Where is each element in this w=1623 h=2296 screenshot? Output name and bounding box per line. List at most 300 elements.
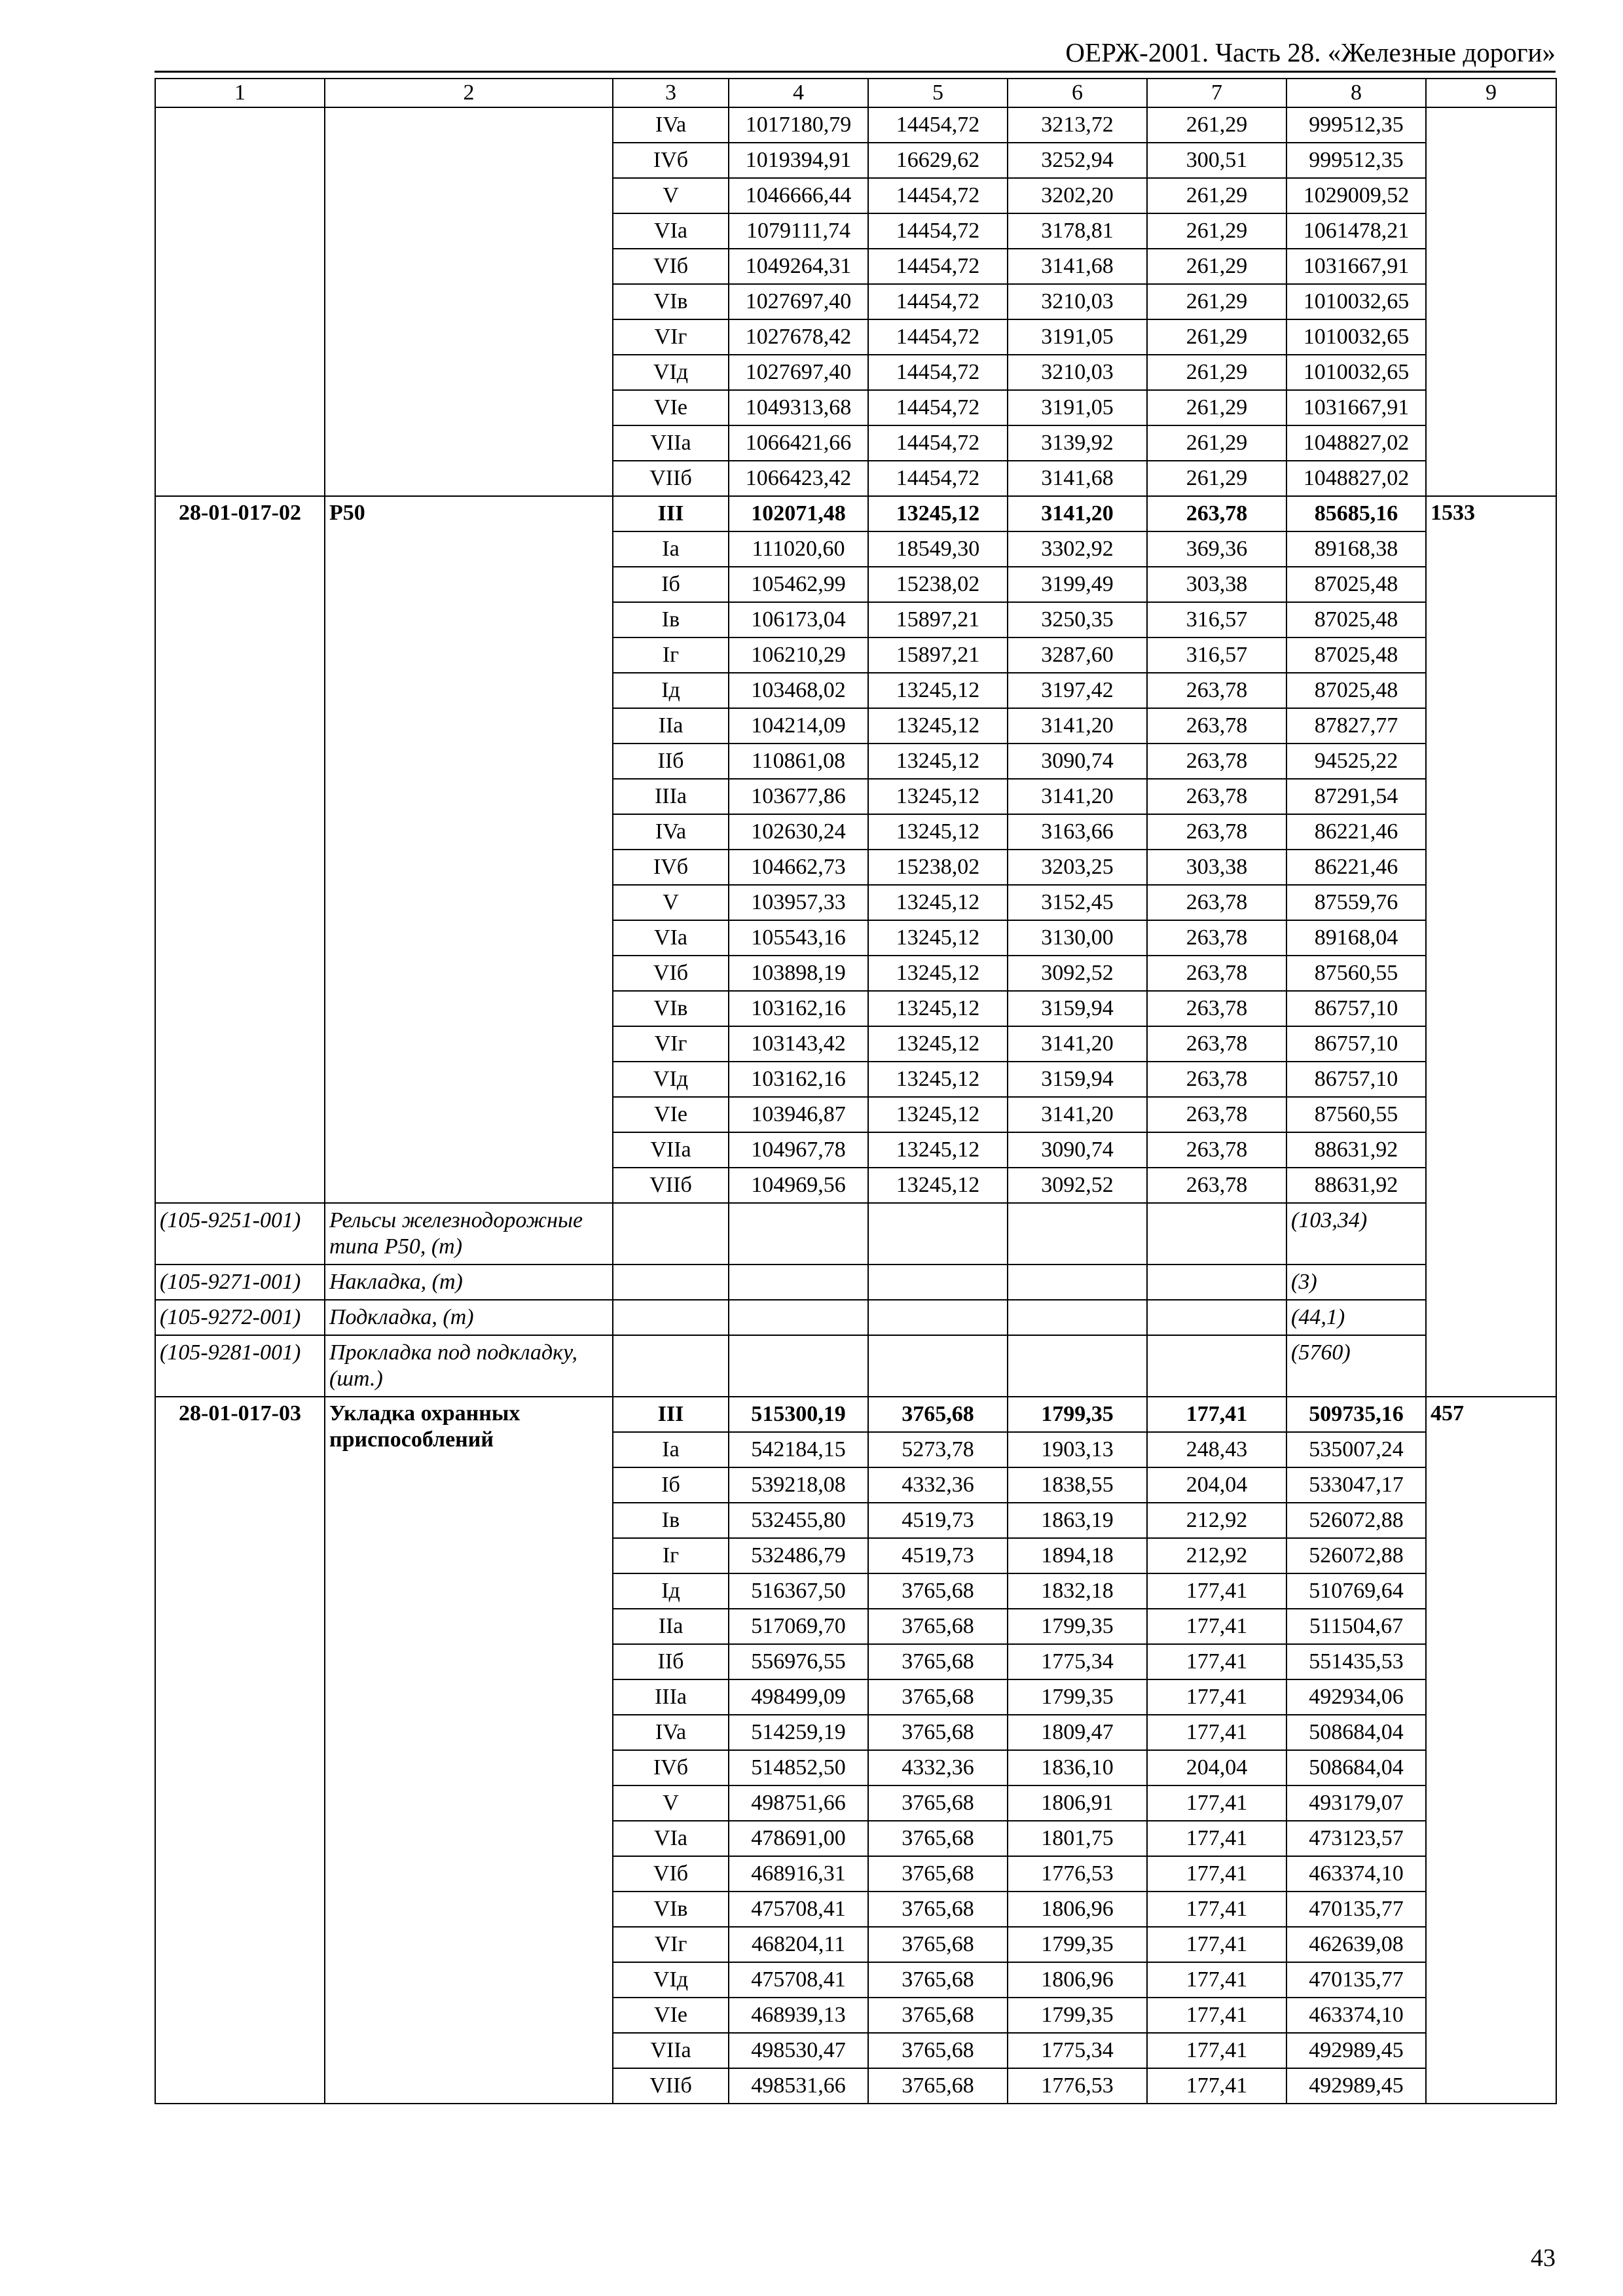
value-cell: 316,57 <box>1147 602 1286 637</box>
column-number-row <box>155 79 1556 107</box>
empty-cell <box>1008 1203 1147 1265</box>
value-cell: 3765,68 <box>868 1397 1008 1432</box>
empty-cell <box>1008 1335 1147 1397</box>
value-cell: 263,78 <box>1147 920 1286 956</box>
column-number: 9 <box>1426 79 1556 107</box>
value-cell: 3765,68 <box>868 1856 1008 1892</box>
value-cell: 492934,06 <box>1286 1679 1426 1715</box>
value-cell: 261,29 <box>1147 355 1286 390</box>
value-cell: 3252,94 <box>1008 143 1147 178</box>
value-cell: 86221,46 <box>1286 814 1426 850</box>
value-cell: 102630,24 <box>729 814 868 850</box>
value-cell: 468204,11 <box>729 1927 868 1962</box>
column-number: 6 <box>1008 79 1147 107</box>
value-cell: 1027678,42 <box>729 319 868 355</box>
value-cell: 177,41 <box>1147 1573 1286 1609</box>
value-cell: 1019394,91 <box>729 143 868 178</box>
zone-cell: VIв <box>613 991 729 1026</box>
zone-cell: III <box>613 1397 729 1432</box>
value-cell: 303,38 <box>1147 567 1286 602</box>
value-cell: 1049264,31 <box>729 249 868 284</box>
value-cell: 1066421,66 <box>729 425 868 461</box>
value-cell: 104969,56 <box>729 1168 868 1203</box>
value-cell: 1799,35 <box>1008 1679 1147 1715</box>
value-cell: 177,41 <box>1147 1998 1286 2033</box>
empty-cell <box>729 1300 868 1335</box>
column-number: 1 <box>155 79 325 107</box>
code-cell: 28-01-017-03 <box>155 1397 325 2104</box>
empty-cell <box>1147 1300 1286 1335</box>
value-cell: 542184,15 <box>729 1432 868 1467</box>
value-cell: 1049313,68 <box>729 390 868 425</box>
value-cell: 3213,72 <box>1008 107 1147 143</box>
value-cell: 103143,42 <box>729 1026 868 1062</box>
value-cell: 3765,68 <box>868 1962 1008 1998</box>
value-cell: 1027697,40 <box>729 355 868 390</box>
value-cell: 498531,66 <box>729 2068 868 2104</box>
value-cell: 261,29 <box>1147 213 1286 249</box>
value-cell: 3092,52 <box>1008 956 1147 991</box>
value-cell: 102071,48 <box>729 496 868 531</box>
zone-cell: V <box>613 885 729 920</box>
empty-cell <box>868 1265 1008 1300</box>
column-number: 3 <box>613 79 729 107</box>
zone-cell: VIa <box>613 920 729 956</box>
value-cell: 261,29 <box>1147 461 1286 496</box>
code-cell <box>155 107 325 496</box>
value-cell: 1061478,21 <box>1286 213 1426 249</box>
value-cell: 16629,62 <box>868 143 1008 178</box>
value-cell: 15897,21 <box>868 602 1008 637</box>
value-cell: 85685,16 <box>1286 496 1426 531</box>
value-cell: 514852,50 <box>729 1750 868 1785</box>
value-cell: 511504,67 <box>1286 1609 1426 1644</box>
value-cell: 1017180,79 <box>729 107 868 143</box>
zone-cell: Iб <box>613 567 729 602</box>
value-cell: 14454,72 <box>868 213 1008 249</box>
value-cell: 369,36 <box>1147 531 1286 567</box>
value-cell: 3159,94 <box>1008 991 1147 1026</box>
zone-cell: VIe <box>613 390 729 425</box>
zone-cell: V <box>613 1785 729 1821</box>
value-cell: 535007,24 <box>1286 1432 1426 1467</box>
value-cell: 1031667,91 <box>1286 390 1426 425</box>
value-cell: 263,78 <box>1147 1097 1286 1132</box>
col9-cell: 1533 <box>1426 496 1556 1397</box>
value-cell: 1799,35 <box>1008 1609 1147 1644</box>
value-cell: 1048827,02 <box>1286 461 1426 496</box>
value-cell: 475708,41 <box>729 1962 868 1998</box>
value-cell: 475708,41 <box>729 1892 868 1927</box>
zone-cell: IIб <box>613 744 729 779</box>
value-cell: 1806,96 <box>1008 1962 1147 1998</box>
zone-cell: Iд <box>613 673 729 708</box>
value-cell: 1799,35 <box>1008 1397 1147 1432</box>
value-cell: 473123,57 <box>1286 1821 1426 1856</box>
value-cell: 1775,34 <box>1008 1644 1147 1679</box>
value-cell: 103468,02 <box>729 673 868 708</box>
value-cell: 470135,77 <box>1286 1962 1426 1998</box>
code-cell: 28-01-017-02 <box>155 496 325 1203</box>
value-cell: 1799,35 <box>1008 1998 1147 2033</box>
value-cell: 248,43 <box>1147 1432 1286 1467</box>
zone-cell: IIa <box>613 1609 729 1644</box>
value-cell: 177,41 <box>1147 2033 1286 2068</box>
value-cell: 498499,09 <box>729 1679 868 1715</box>
value-cell: 86757,10 <box>1286 991 1426 1026</box>
zone-cell: V <box>613 178 729 213</box>
value-cell: 177,41 <box>1147 2068 1286 2104</box>
value-cell: 492989,45 <box>1286 2033 1426 2068</box>
value-cell: 1048827,02 <box>1286 425 1426 461</box>
zone-cell: VIг <box>613 1026 729 1062</box>
value-cell: 87025,48 <box>1286 567 1426 602</box>
value-cell: 261,29 <box>1147 107 1286 143</box>
value-cell: 103677,86 <box>729 779 868 814</box>
empty-cell <box>1147 1265 1286 1300</box>
value-cell: 1838,55 <box>1008 1467 1147 1503</box>
value-cell: 87559,76 <box>1286 885 1426 920</box>
resource-value: (5760) <box>1286 1335 1426 1397</box>
zone-cell: VIe <box>613 1097 729 1132</box>
value-cell: 468939,13 <box>729 1998 868 2033</box>
value-cell: 3141,20 <box>1008 708 1147 744</box>
value-cell: 517069,70 <box>729 1609 868 1644</box>
value-cell: 13245,12 <box>868 1026 1008 1062</box>
zone-cell: IVб <box>613 143 729 178</box>
table-row <box>155 107 1556 143</box>
value-cell: 87291,54 <box>1286 779 1426 814</box>
column-number: 2 <box>325 79 613 107</box>
value-cell: 261,29 <box>1147 284 1286 319</box>
value-cell: 3141,20 <box>1008 496 1147 531</box>
resource-row <box>155 1300 1556 1335</box>
value-cell: 103162,16 <box>729 991 868 1026</box>
value-cell: 261,29 <box>1147 249 1286 284</box>
table-row <box>155 1397 1556 1432</box>
value-cell: 14454,72 <box>868 355 1008 390</box>
value-cell: 3141,68 <box>1008 461 1147 496</box>
zone-cell: VIб <box>613 956 729 991</box>
value-cell: 86221,46 <box>1286 850 1426 885</box>
value-cell: 261,29 <box>1147 178 1286 213</box>
value-cell: 533047,17 <box>1286 1467 1426 1503</box>
value-cell: 110861,08 <box>729 744 868 779</box>
column-number: 5 <box>868 79 1008 107</box>
value-cell: 1776,53 <box>1008 2068 1147 2104</box>
resource-value: (3) <box>1286 1265 1426 1300</box>
value-cell: 14454,72 <box>868 319 1008 355</box>
value-cell: 177,41 <box>1147 1679 1286 1715</box>
value-cell: 94525,22 <box>1286 744 1426 779</box>
value-cell: 3203,25 <box>1008 850 1147 885</box>
zone-cell: VIIa <box>613 1132 729 1168</box>
page-number: 43 <box>1531 2244 1556 2272</box>
header-rule <box>155 71 1556 73</box>
value-cell: 1863,19 <box>1008 1503 1147 1538</box>
value-cell: 498751,66 <box>729 1785 868 1821</box>
value-cell: 263,78 <box>1147 1168 1286 1203</box>
value-cell: 263,78 <box>1147 956 1286 991</box>
value-cell: 87025,48 <box>1286 602 1426 637</box>
value-cell: 106173,04 <box>729 602 868 637</box>
value-cell: 3159,94 <box>1008 1062 1147 1097</box>
value-cell: 111020,60 <box>729 531 868 567</box>
value-cell: 516367,50 <box>729 1573 868 1609</box>
resource-row <box>155 1203 1556 1265</box>
zone-cell: IVa <box>613 814 729 850</box>
empty-cell <box>729 1265 868 1300</box>
value-cell: 13245,12 <box>868 814 1008 850</box>
value-cell: 13245,12 <box>868 673 1008 708</box>
resource-name: Подкладка, (т) <box>325 1300 613 1335</box>
value-cell: 463374,10 <box>1286 1856 1426 1892</box>
empty-cell <box>613 1265 729 1300</box>
zone-cell: VIa <box>613 213 729 249</box>
value-cell: 1046666,44 <box>729 178 868 213</box>
value-cell: 263,78 <box>1147 991 1286 1026</box>
value-cell: 13245,12 <box>868 1168 1008 1203</box>
value-cell: 3191,05 <box>1008 319 1147 355</box>
value-cell: 104967,78 <box>729 1132 868 1168</box>
value-cell: 13245,12 <box>868 1097 1008 1132</box>
value-cell: 15238,02 <box>868 567 1008 602</box>
value-cell: 3765,68 <box>868 1679 1008 1715</box>
column-number: 7 <box>1147 79 1286 107</box>
value-cell: 261,29 <box>1147 390 1286 425</box>
value-cell: 89168,04 <box>1286 920 1426 956</box>
value-cell: 1903,13 <box>1008 1432 1147 1467</box>
value-cell: 508684,04 <box>1286 1750 1426 1785</box>
value-cell: 1010032,65 <box>1286 355 1426 390</box>
value-cell: 3302,92 <box>1008 531 1147 567</box>
value-cell: 177,41 <box>1147 1715 1286 1750</box>
value-cell: 3141,68 <box>1008 249 1147 284</box>
value-cell: 4332,36 <box>868 1750 1008 1785</box>
value-cell: 3141,20 <box>1008 1097 1147 1132</box>
value-cell: 14454,72 <box>868 284 1008 319</box>
zone-cell: VIIб <box>613 1168 729 1203</box>
table-row <box>155 496 1556 531</box>
empty-cell <box>729 1335 868 1397</box>
value-cell: 13245,12 <box>868 496 1008 531</box>
value-cell: 303,38 <box>1147 850 1286 885</box>
value-cell: 204,04 <box>1147 1467 1286 1503</box>
value-cell: 478691,00 <box>729 1821 868 1856</box>
value-cell: 1832,18 <box>1008 1573 1147 1609</box>
value-cell: 508684,04 <box>1286 1715 1426 1750</box>
value-cell: 13245,12 <box>868 708 1008 744</box>
value-cell: 87560,55 <box>1286 1097 1426 1132</box>
value-cell: 1776,53 <box>1008 1856 1147 1892</box>
value-cell: 105543,16 <box>729 920 868 956</box>
zone-cell: IIIa <box>613 1679 729 1715</box>
value-cell: 263,78 <box>1147 1062 1286 1097</box>
value-cell: 87025,48 <box>1286 637 1426 673</box>
value-cell: 13245,12 <box>868 991 1008 1026</box>
empty-cell <box>613 1335 729 1397</box>
value-cell: 263,78 <box>1147 673 1286 708</box>
value-cell: 263,78 <box>1147 779 1286 814</box>
value-cell: 13245,12 <box>868 956 1008 991</box>
empty-cell <box>613 1203 729 1265</box>
value-cell: 3765,68 <box>868 1821 1008 1856</box>
value-cell: 103957,33 <box>729 885 868 920</box>
zone-cell: VIд <box>613 1962 729 1998</box>
value-cell: 14454,72 <box>868 425 1008 461</box>
zone-cell: IVб <box>613 850 729 885</box>
value-cell: 4519,73 <box>868 1503 1008 1538</box>
column-number: 4 <box>729 79 868 107</box>
resource-name: Прокладка под подкладку, (шт.) <box>325 1335 613 1397</box>
value-cell: 13245,12 <box>868 1062 1008 1097</box>
value-cell: 177,41 <box>1147 1644 1286 1679</box>
value-cell: 18549,30 <box>868 531 1008 567</box>
zone-cell: VIг <box>613 1927 729 1962</box>
value-cell: 177,41 <box>1147 1609 1286 1644</box>
value-cell: 999512,35 <box>1286 143 1426 178</box>
value-cell: 13245,12 <box>868 744 1008 779</box>
resource-value: (44,1) <box>1286 1300 1426 1335</box>
zone-cell: Iг <box>613 637 729 673</box>
resource-code: (105-9281-001) <box>155 1335 325 1397</box>
value-cell: 1806,91 <box>1008 1785 1147 1821</box>
value-cell: 1894,18 <box>1008 1538 1147 1573</box>
name-cell <box>325 107 613 496</box>
value-cell: 3765,68 <box>868 1785 1008 1821</box>
value-cell: 263,78 <box>1147 885 1286 920</box>
value-cell: 3141,20 <box>1008 779 1147 814</box>
value-cell: 89168,38 <box>1286 531 1426 567</box>
value-cell: 14454,72 <box>868 249 1008 284</box>
value-cell: 510769,64 <box>1286 1573 1426 1609</box>
value-cell: 263,78 <box>1147 1026 1286 1062</box>
zone-cell: IVб <box>613 1750 729 1785</box>
value-cell: 1775,34 <box>1008 2033 1147 2068</box>
zone-cell: VIe <box>613 1998 729 2033</box>
value-cell: 14454,72 <box>868 178 1008 213</box>
zone-cell: IIб <box>613 1644 729 1679</box>
value-cell: 15238,02 <box>868 850 1008 885</box>
value-cell: 4519,73 <box>868 1538 1008 1573</box>
value-cell: 470135,77 <box>1286 1892 1426 1927</box>
value-cell: 3191,05 <box>1008 390 1147 425</box>
value-cell: 1801,75 <box>1008 1821 1147 1856</box>
value-cell: 103898,19 <box>729 956 868 991</box>
empty-cell <box>613 1300 729 1335</box>
value-cell: 1799,35 <box>1008 1927 1147 1962</box>
value-cell: 261,29 <box>1147 425 1286 461</box>
value-cell: 999512,35 <box>1286 107 1426 143</box>
zone-cell: Ia <box>613 1432 729 1467</box>
value-cell: 1066423,42 <box>729 461 868 496</box>
value-cell: 87025,48 <box>1286 673 1426 708</box>
empty-cell <box>729 1203 868 1265</box>
value-cell: 3152,45 <box>1008 885 1147 920</box>
name-cell: Р50 <box>325 496 613 1203</box>
value-cell: 1806,96 <box>1008 1892 1147 1927</box>
value-cell: 3765,68 <box>868 1715 1008 1750</box>
zone-cell: VIIб <box>613 461 729 496</box>
running-header: ОЕРЖ-2001. Часть 28. «Железные дороги» <box>1065 37 1556 67</box>
value-cell: 514259,19 <box>729 1715 868 1750</box>
value-cell: 1031667,91 <box>1286 249 1426 284</box>
value-cell: 177,41 <box>1147 1962 1286 1998</box>
value-cell: 3765,68 <box>868 1998 1008 2033</box>
value-cell: 3210,03 <box>1008 355 1147 390</box>
value-cell: 3765,68 <box>868 1573 1008 1609</box>
resource-value: (103,34) <box>1286 1203 1426 1265</box>
value-cell: 3141,20 <box>1008 1026 1147 1062</box>
zone-cell: VIIб <box>613 2068 729 2104</box>
value-cell: 1027697,40 <box>729 284 868 319</box>
zone-cell: Iв <box>613 602 729 637</box>
value-cell: 263,78 <box>1147 496 1286 531</box>
value-cell: 1010032,65 <box>1286 319 1426 355</box>
value-cell: 88631,92 <box>1286 1168 1426 1203</box>
value-cell: 3130,00 <box>1008 920 1147 956</box>
column-number: 8 <box>1286 79 1426 107</box>
empty-cell <box>1008 1265 1147 1300</box>
value-cell: 3765,68 <box>868 1609 1008 1644</box>
value-cell: 103162,16 <box>729 1062 868 1097</box>
value-cell: 1010032,65 <box>1286 284 1426 319</box>
value-cell: 462639,08 <box>1286 1927 1426 1962</box>
value-cell: 177,41 <box>1147 1856 1286 1892</box>
value-cell: 106210,29 <box>729 637 868 673</box>
zone-cell: Ia <box>613 531 729 567</box>
value-cell: 3765,68 <box>868 1644 1008 1679</box>
value-cell: 104662,73 <box>729 850 868 885</box>
value-cell: 212,92 <box>1147 1503 1286 1538</box>
col9-cell: 457 <box>1426 1397 1556 2104</box>
zone-cell: Iб <box>613 1467 729 1503</box>
col9-cell <box>1426 107 1556 496</box>
zone-cell: Iг <box>613 1538 729 1573</box>
empty-cell <box>868 1203 1008 1265</box>
value-cell: 492989,45 <box>1286 2068 1426 2104</box>
resource-row <box>155 1265 1556 1300</box>
value-cell: 204,04 <box>1147 1750 1286 1785</box>
zone-cell: VIIa <box>613 2033 729 2068</box>
value-cell: 177,41 <box>1147 1927 1286 1962</box>
value-cell: 87827,77 <box>1286 708 1426 744</box>
value-cell: 1029009,52 <box>1286 178 1426 213</box>
value-cell: 526072,88 <box>1286 1503 1426 1538</box>
value-cell: 3090,74 <box>1008 744 1147 779</box>
zone-cell: IIIa <box>613 779 729 814</box>
zone-cell: Iв <box>613 1503 729 1538</box>
resource-code: (105-9271-001) <box>155 1265 325 1300</box>
value-cell: 4332,36 <box>868 1467 1008 1503</box>
value-cell: 13245,12 <box>868 920 1008 956</box>
zone-cell: IVa <box>613 107 729 143</box>
zone-cell: VIб <box>613 1856 729 1892</box>
value-cell: 13245,12 <box>868 779 1008 814</box>
zone-cell: IIa <box>613 708 729 744</box>
rates-table <box>155 78 1557 2104</box>
value-cell: 105462,99 <box>729 567 868 602</box>
value-cell: 3178,81 <box>1008 213 1147 249</box>
value-cell: 300,51 <box>1147 143 1286 178</box>
value-cell: 86757,10 <box>1286 1026 1426 1062</box>
value-cell: 551435,53 <box>1286 1644 1426 1679</box>
zone-cell: IVa <box>613 1715 729 1750</box>
value-cell: 263,78 <box>1147 708 1286 744</box>
value-cell: 468916,31 <box>729 1856 868 1892</box>
value-cell: 177,41 <box>1147 1785 1286 1821</box>
value-cell: 13245,12 <box>868 885 1008 920</box>
